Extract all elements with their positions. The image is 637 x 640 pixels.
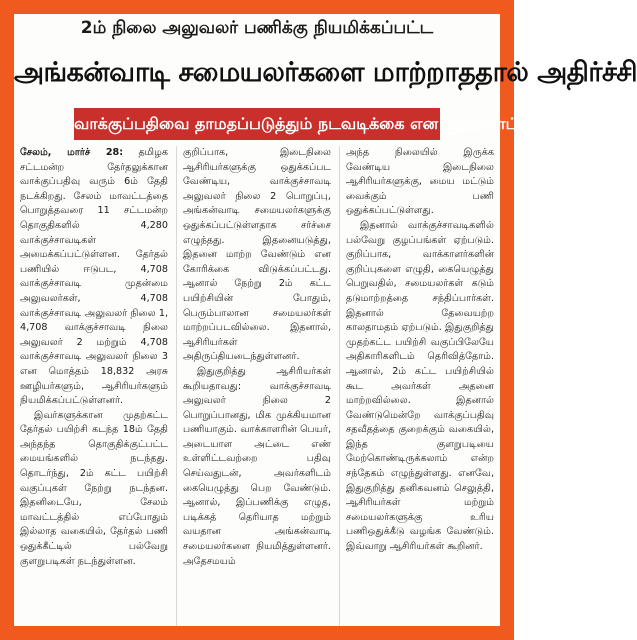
subheadline-bar: வாக்குப்பதிவை தாமதப்படுத்தும் நடவடிக்கை என குற்றச்சாட்டு <box>74 108 440 140</box>
column-1 <box>20 146 168 626</box>
headline: அங்கன்வாடி சமையலர்களை மாற்றாததால் அதிர்ச்சி <box>14 57 637 88</box>
paragraph: குறிப்பாக, இடைநிலை ஆசிரியர்களுக்கு ஒதுக்கப்பட வேண்டிய, வாக்குச்சாவடி அலுவலர் நிலை 2 பொறுப்பு, அங்கன்வாடி சமையலர்களுக்கு ஒதுக்கப்பட்டுள்ளதாக சர்ச்சை எழுந்தது. இதனையடுத்து, இதனை மாற்ற வேண்டும் என கோரிக்கை விடுக்கப்பட்டது. ஆனால் நேற்று 2ம் கட்ட பயிற்சியின் போதும், பெரும்பாலான சமையலர்கள் மாற்றப்படவில்லை. இதனால், ஆசிரியர்கள் அதிருப்தியடைந்துள்ளனர். <box>183 147 331 363</box>
column-3 <box>339 146 494 626</box>
paragraph: அந்த நிலையில் இருக்க வேண்டிய இடைநிலை ஆசிரியர்களுக்கு, மைய மட்டும் வைக்கும் பணி ஒதுக்கப்பட்டுள்ளது. <box>346 147 494 217</box>
paragraph: இதனால் வாக்குச்சாவடிகளில் பல்வேறு குழப்பங்கள் ஏற்படும். குறிப்பாக, வாக்காளர்களின் குறிப்புகளை எழுதி, கையெழுத்து பெறுவதில், சமையலர்கள் கடும் தடுமாற்றத்தை சந்திப்பார்கள். இதனால் தேவையற்ற காலதாமதம் ஏற்படும். இதுகுறித்து முதற்கட்ட பயிற்சி வகுப்பிலேயே அதிகாரிகளிடம் தெரிவித்தோம். ஆனால், 2ம் கட்ட பயிற்சியில் கூட அவர்கள் அதனை மாற்றவில்லை. இதனால் வேண்டுமென்றே வாக்குப்பதிவு சதவீதத்தை குறைக்கும் வகையில், இந்த குளறுபடியை மேற்கொண்டிருக்கலாம் என்ற சந்தேகம் எழுந்துள்ளது. எனவே, இதுகுறித்து தனிகவனம் செலுத்தி, ஆசிரியர்கள் மற்றும் சமையலர்களுக்கு உரிய பணிஒதுக்கீடு வழங்க வேண்டும். இவ்வாறு ஆசிரியர்கள் கூறினர். <box>346 219 494 553</box>
dateline: சேலம், மார்ச் 28: <box>20 147 124 158</box>
paragraph-text: தமிழக சட்டமன்ற தேர்தலுக்கான வாக்குப்பதிவு வரும் 6ம் தேதி நடக்கிறது. சேலம் மாவட்டத்தை பொறுத்தவரை 11 சட்டமன்ற தொகுதிகளில் 4,280 வாக்குச்சாவடிகள் அமைக்கப்பட்டுள்ளன. தேர்தல் பணியில் ஈடுபட, 4,708 வாக்குச்சாவடி முதன்மை அலுவலர்கள், 4,708 வாக்குச்சாவடி அலுவலர் நிலை 1, 4,708 வாக்குச்சாவடி நிலை அலுவலர் 2 மற்றும் 4,708 வாக்குச்சாவடி அலுவலர் நிலை 3 என மொத்தம் 18,832 அரசு ஊழியர்களும், ஆசிரியர்களும் நியமிக்கப்பட்டுள்ளனர். <box>20 147 168 407</box>
paragraph <box>20 146 168 409</box>
column-2 <box>176 146 331 626</box>
article-body <box>20 146 494 626</box>
paragraph: இவர்களுக்கான முதற்கட்ட தேர்தல் பயிற்சி கடந்த 18ம் தேதி அந்தந்த தொகுதிக்குட்பட்ட மையங்களில் நடந்தது. தொடர்ந்து, 2ம் கட்ட பயிற்சி வகுப்புகள் நேற்று நடந்தன. இதனிடையே, சேலம் மாவட்டத்தில் எப்போதும் இல்லாத வகையில், தேர்தல் பணி ஒதுக்கீட்டில் பல்வேறு குளறுபடிகள் நடந்துள்ளன. <box>20 409 168 567</box>
paragraph: இதுகுறித்து ஆசிரியர்கள் கூறியதாவது: வாக்குச்சாவடி அலுவலர் நிலை 2 பொறுப்பானது, மிக முக்கியமான பணியாகும். வாக்காளரின் பெயர், அடையாள அட்டை எண் உள்ளிட்டவற்றை பதிவு செய்வதுடன், அவர்களிடம் கையெழுத்து பெற வேண்டும். ஆனால், இப்பணிக்கு எழுத, படிக்கத் தெரியாத மற்றும் வயதான அங்கன்வாடி சமையலர்களை நியமித்துள்ளனர். அதேசமயம் <box>183 365 331 567</box>
kicker: 2ம் நிலை அலுவலர் பணிக்கு நியமிக்கப்பட்ட <box>80 18 434 38</box>
